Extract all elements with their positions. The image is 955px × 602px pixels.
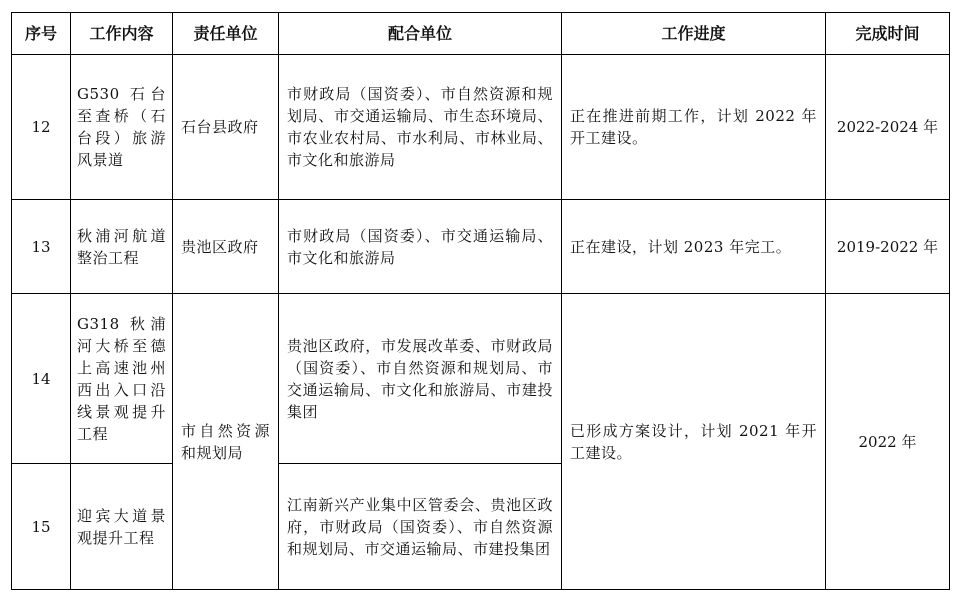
row-progress: 已形成方案设计，计划 2021 年开工建设。 (562, 294, 826, 590)
header-progress: 工作进度 (562, 13, 826, 55)
table-row (12, 200, 950, 294)
row-progress: 正在建设，计划 2023 年完工。 (562, 200, 826, 294)
row-seq: 13 (12, 200, 71, 294)
row-seq: 15 (12, 464, 71, 590)
header-content: 工作内容 (71, 13, 173, 55)
row-seq: 12 (12, 55, 71, 200)
header-seq: 序号 (12, 13, 71, 55)
row-time: 2022-2024 年 (826, 55, 950, 200)
row-time: 2022 年 (826, 294, 950, 590)
row-content: G530 石台至查桥（石台段）旅游风景道 (71, 55, 173, 200)
table-row (12, 294, 950, 464)
row-cooperating: 贵池区政府，市发展改革委、市财政局（国资委）、市自然资源和规划局、市交通运输局、市文化和旅游局、市建投集团 (279, 294, 562, 464)
row-responsible: 贵池区政府 (173, 200, 279, 294)
table-row (12, 55, 950, 200)
table-header-row (12, 13, 950, 55)
header-responsible: 责任单位 (173, 13, 279, 55)
row-progress: 正在推进前期工作，计划 2022 年开工建设。 (562, 55, 826, 200)
row-cooperating: 市财政局（国资委）、市自然资源和规划局、市交通运输局、市生态环境局、市农业农村局、市水利局、市林业局、市文化和旅游局 (279, 55, 562, 200)
work-table (11, 12, 950, 590)
header-time: 完成时间 (826, 13, 950, 55)
row-cooperating: 江南新兴产业集中区管委会、贵池区政府，市财政局（国资委）、市自然资源和规划局、市交通运输局、市建投集团 (279, 464, 562, 590)
row-responsible: 石台县政府 (173, 55, 279, 200)
row-time: 2019-2022 年 (826, 200, 950, 294)
row-cooperating: 市财政局（国资委）、市交通运输局、市文化和旅游局 (279, 200, 562, 294)
row-seq: 14 (12, 294, 71, 464)
row-content: 秋浦河航道整治工程 (71, 200, 173, 294)
header-cooperating: 配合单位 (279, 13, 562, 55)
row-content: 迎宾大道景观提升工程 (71, 464, 173, 590)
row-responsible: 市自然资源和规划局 (173, 294, 279, 590)
row-content: G318 秋浦河大桥至德上高速池州西出入口沿线景观提升工程 (71, 294, 173, 464)
